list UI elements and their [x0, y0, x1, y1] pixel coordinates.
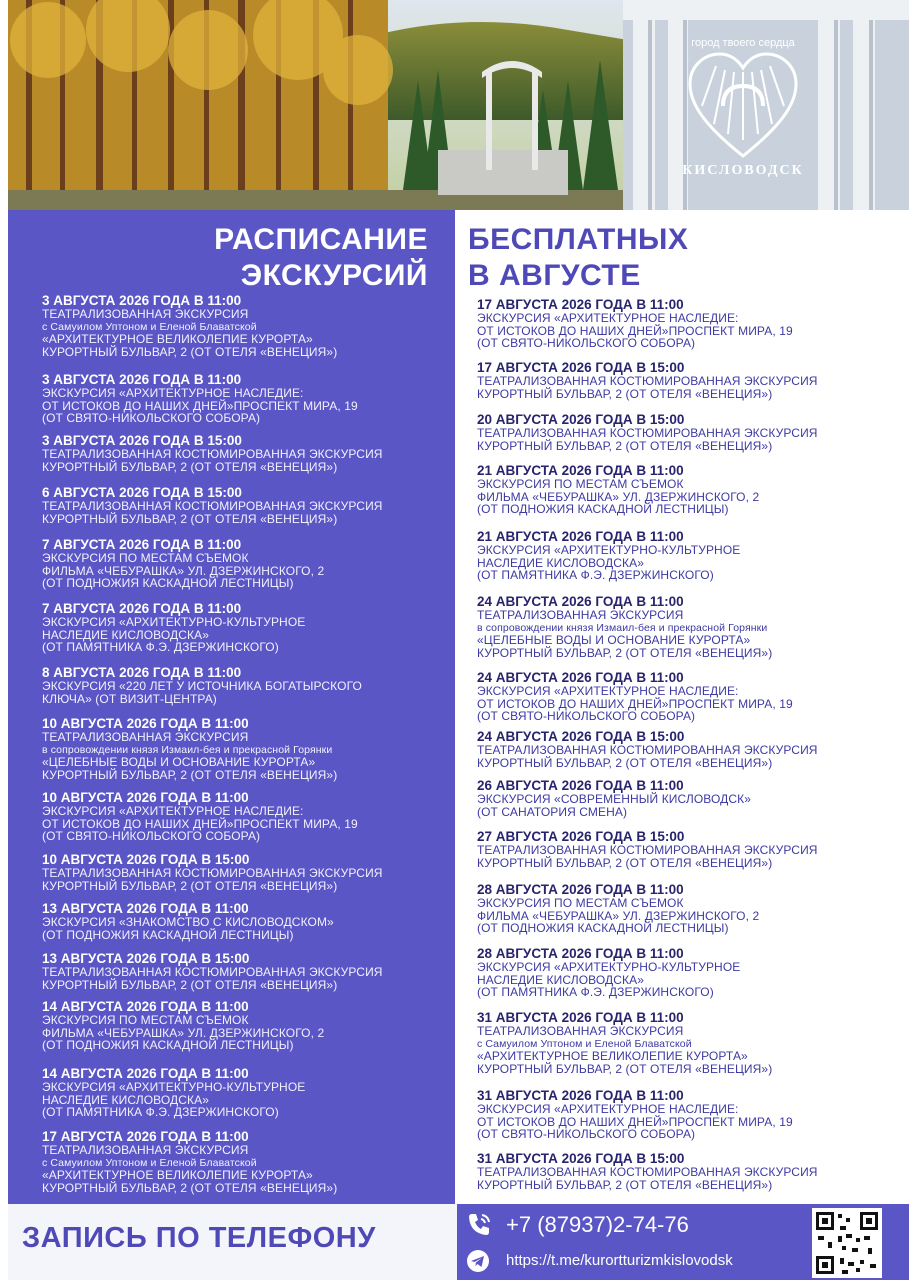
event-line: «АРХИТЕКТУРНОЕ ВЕЛИКОЛЕПИЕ КУРОРТА»	[477, 1049, 748, 1064]
event-date: 17 АВГУСТА 2026 ГОДА В 11:00	[477, 297, 684, 312]
event-line: КУРОРТНЫЙ БУЛЬВАР, 2 (ОТ ОТЕЛЯ «ВЕНЕЦИЯ»)	[477, 1177, 773, 1192]
event-line: КЛЮЧА» (ОТ ВИЗИТ-ЦЕНТРА)	[42, 691, 217, 706]
title-right	[468, 222, 768, 294]
event-line: (ОТ ПОДНОЖИЯ КАСКАДНОЙ ЛЕСТНИЦЫ)	[477, 921, 729, 936]
event-line: в сопровождении князя Измаил-бея и прекрасной Горянки	[477, 621, 768, 634]
title-right-line1: БЕСПЛАТНЫХ	[468, 223, 689, 256]
telegram-link[interactable]: https://t.me/kurortturizmkislovodsk	[506, 1252, 733, 1269]
event-item	[477, 529, 740, 582]
event-item	[42, 901, 334, 941]
event-item	[477, 729, 818, 769]
event-item	[42, 951, 383, 991]
event-line: ЭКСКУРСИЯ «АРХИТЕКТУРНОЕ НАСЛЕДИЕ:	[477, 311, 739, 325]
event-date: 20 АВГУСТА 2026 ГОДА В 15:00	[477, 412, 685, 427]
event-line: КУРОРТНЫЙ БУЛЬВАР, 2 (ОТ ОТЕЛЯ «ВЕНЕЦИЯ»)	[42, 1180, 338, 1195]
event-item	[477, 297, 793, 350]
event-date: 10 АВГУСТА 2026 ГОДА В 15:00	[42, 852, 250, 867]
event-line: ЭКСКУРСИЯ ПО МЕСТАМ СЪЕМОК	[477, 477, 684, 491]
event-line: ФИЛЬМА «ЧЕБУРАШКА» УЛ. ДЗЕРЖИНСКОГО, 2	[477, 489, 760, 504]
event-item	[42, 665, 362, 705]
event-line: ЭКСКУРСИЯ «АРХИТЕКТУРНОЕ НАСЛЕДИЕ:	[42, 804, 304, 818]
event-line: ТЕАТРАЛИЗОВАННАЯ ЭКСКУРСИЯ	[477, 1024, 684, 1038]
event-item	[42, 537, 324, 590]
event-line: ЭКСКУРСИЯ ПО МЕСТАМ СЪЕМОК	[42, 1013, 249, 1027]
event-line: КУРОРТНЫЙ БУЛЬВАР, 2 (ОТ ОТЕЛЯ «ВЕНЕЦИЯ»)	[477, 855, 773, 870]
event-line: ТЕАТРАЛИЗОВАННАЯ КОСТЮМИРОВАННАЯ ЭКСКУРСИЯ	[477, 426, 818, 440]
event-date: 31 АВГУСТА 2026 ГОДА В 15:00	[477, 1151, 685, 1166]
event-line: КУРОРТНЫЙ БУЛЬВАР, 2 (ОТ ОТЕЛЯ «ВЕНЕЦИЯ»)	[477, 755, 773, 770]
event-item	[477, 829, 818, 869]
event-line: ФИЛЬМА «ЧЕБУРАШКА» УЛ. ДЗЕРЖИНСКОГО, 2	[42, 1025, 325, 1040]
event-item	[477, 412, 818, 452]
event-line: «АРХИТЕКТУРНОЕ ВЕЛИКОЛЕПИЕ КУРОРТА»	[42, 1168, 313, 1183]
event-line: ФИЛЬМА «ЧЕБУРАШКА» УЛ. ДЗЕРЖИНСКОГО, 2	[42, 563, 325, 578]
event-line: с Самуилом Уптоном и Еленой Блаватской	[42, 1156, 257, 1169]
event-date: 7 АВГУСТА 2026 ГОДА В 11:00	[42, 537, 242, 552]
event-line: (ОТ ПОДНОЖИЯ КАСКАДНОЙ ЛЕСТНИЦЫ)	[42, 927, 294, 942]
event-line: ОТ ИСТОКОВ ДО НАШИХ ДНЕЙ»ПРОСПЕКТ МИРА, 19	[477, 696, 793, 711]
left-schedule-panel	[8, 210, 455, 1204]
event-item	[477, 1088, 793, 1141]
event-date: 7 АВГУСТА 2026 ГОДА В 11:00	[42, 601, 242, 616]
event-item	[477, 670, 793, 723]
event-date: 26 АВГУСТА 2026 ГОДА В 11:00	[477, 778, 684, 793]
event-line: КУРОРТНЫЙ БУЛЬВАР, 2 (ОТ ОТЕЛЯ «ВЕНЕЦИЯ»)	[42, 767, 338, 782]
event-line: ЭКСКУРСИЯ «АРХИТЕКТУРНО-КУЛЬТУРНОЕ	[42, 615, 306, 629]
event-line: ЭКСКУРСИЯ «220 ЛЕТ У ИСТОЧНИКА БОГАТЫРСКОГО	[42, 679, 362, 693]
event-date: 24 АВГУСТА 2026 ГОДА В 11:00	[477, 670, 684, 685]
event-line: НАСЛЕДИЕ КИСЛОВОДСКА»	[477, 555, 644, 570]
event-date: 21 АВГУСТА 2026 ГОДА В 11:00	[477, 463, 684, 478]
title-left-line1: РАСПИСАНИЕ	[214, 223, 428, 256]
event-date: 21 АВГУСТА 2026 ГОДА В 11:00	[477, 529, 684, 544]
event-line: ОТ ИСТОКОВ ДО НАШИХ ДНЕЙ»ПРОСПЕКТ МИРА, 19	[477, 323, 793, 338]
event-line: КУРОРТНЫЙ БУЛЬВАР, 2 (ОТ ОТЕЛЯ «ВЕНЕЦИЯ»)	[477, 1061, 773, 1076]
event-date: 3 АВГУСТА 2026 ГОДА В 11:00	[42, 372, 242, 387]
event-line: КУРОРТНЫЙ БУЛЬВАР, 2 (ОТ ОТЕЛЯ «ВЕНЕЦИЯ»)	[42, 977, 338, 992]
event-line: ТЕАТРАЛИЗОВАННАЯ КОСТЮМИРОВАННАЯ ЭКСКУРСИЯ	[42, 447, 383, 461]
event-date: 8 АВГУСТА 2026 ГОДА В 11:00	[42, 665, 242, 680]
event-item	[477, 463, 759, 516]
event-line: КУРОРТНЫЙ БУЛЬВАР, 2 (ОТ ОТЕЛЯ «ВЕНЕЦИЯ»)	[477, 438, 773, 453]
event-line: (ОТ СВЯТО-НИКОЛЬСКОГО СОБОРА)	[42, 411, 261, 426]
event-line: ТЕАТРАЛИЗОВАННАЯ КОСТЮМИРОВАННАЯ ЭКСКУРСИЯ	[477, 1165, 818, 1179]
event-line: ТЕАТРАЛИЗОВАННАЯ ЭКСКУРСИЯ	[42, 730, 249, 744]
event-date: 14 АВГУСТА 2026 ГОДА В 11:00	[42, 999, 249, 1014]
event-line: «АРХИТЕКТУРНОЕ ВЕЛИКОЛЕПИЕ КУРОРТА»	[42, 332, 313, 347]
event-date: 31 АВГУСТА 2026 ГОДА В 11:00	[477, 1010, 684, 1025]
event-line: с Самуилом Уптоном и Еленой Блаватской	[42, 320, 257, 333]
phone-icon	[466, 1211, 492, 1237]
event-line: ЭКСКУРСИЯ «АРХИТЕКТУРНО-КУЛЬТУРНОЕ	[477, 960, 741, 974]
event-item	[42, 601, 305, 654]
event-line: (ОТ САНАТОРИЯ СМЕНА)	[477, 804, 628, 819]
event-date: 24 АВГУСТА 2026 ГОДА В 11:00	[477, 594, 684, 609]
event-line: ЭКСКУРСИЯ «АРХИТЕКТУРНОЕ НАСЛЕДИЕ:	[42, 386, 304, 400]
event-date: 13 АВГУСТА 2026 ГОДА В 11:00	[42, 901, 249, 916]
event-line: «ЦЕЛЕБНЫЕ ВОДЫ И ОСНОВАНИЕ КУРОРТА»	[42, 755, 316, 770]
event-item	[42, 372, 358, 425]
logo-city: КИСЛОВОДСК	[682, 163, 804, 178]
event-line: ТЕАТРАЛИЗОВАННАЯ ЭКСКУРСИЯ	[42, 1143, 249, 1157]
event-line: (ОТ ПОДНОЖИЯ КАСКАДНОЙ ЛЕСТНИЦЫ)	[42, 1038, 294, 1053]
event-date: 3 АВГУСТА 2026 ГОДА В 15:00	[42, 433, 242, 448]
event-line: ОТ ИСТОКОВ ДО НАШИХ ДНЕЙ»ПРОСПЕКТ МИРА, 19	[42, 398, 358, 413]
qr-code[interactable]	[812, 1208, 882, 1278]
event-line: (ОТ ПОДНОЖИЯ КАСКАДНОЙ ЛЕСТНИЦЫ)	[477, 502, 729, 517]
event-line: (ОТ ПАМЯТНИКА Ф.Э. ДЗЕРЖИНСКОГО)	[42, 640, 279, 655]
event-item	[42, 999, 324, 1052]
event-item	[477, 594, 772, 659]
qr-code-graphic	[812, 1208, 882, 1278]
event-item	[477, 778, 751, 818]
event-item	[42, 1129, 337, 1194]
title-right-line2: В АВГУСТЕ	[468, 259, 641, 292]
event-line: ТЕАТРАЛИЗОВАННАЯ КОСТЮМИРОВАННАЯ ЭКСКУРСИЯ	[477, 374, 818, 388]
signup-by-phone-heading: ЗАПИСЬ ПО ТЕЛЕФОНУ	[22, 1222, 376, 1254]
event-date: 6 АВГУСТА 2026 ГОДА В 15:00	[42, 485, 242, 500]
event-line: НАСЛЕДИЕ КИСЛОВОДСКА»	[42, 1092, 209, 1107]
event-line: ЭКСКУРСИЯ ПО МЕСТАМ СЪЕМОК	[477, 896, 684, 910]
event-line: (ОТ ПАМЯТНИКА Ф.Э. ДЗЕРЖИНСКОГО)	[477, 568, 714, 583]
event-line: ЭКСКУРСИЯ «АРХИТЕКТУРНОЕ НАСЛЕДИЕ:	[477, 684, 739, 698]
event-item	[42, 716, 337, 781]
event-line: (ОТ СВЯТО-НИКОЛЬСКОГО СОБОРА)	[42, 829, 261, 844]
event-date: 10 АВГУСТА 2026 ГОДА В 11:00	[42, 790, 249, 805]
logo-arc-text: город твоего сердца	[691, 37, 795, 49]
event-item	[42, 485, 383, 525]
event-date: 28 АВГУСТА 2026 ГОДА В 11:00	[477, 882, 684, 897]
event-item	[477, 1010, 772, 1075]
event-item	[477, 1151, 818, 1191]
event-line: (ОТ СВЯТО-НИКОЛЬСКОГО СОБОРА)	[477, 1127, 696, 1142]
event-line: (ОТ ПОДНОЖИЯ КАСКАДНОЙ ЛЕСТНИЦЫ)	[42, 576, 294, 591]
event-line: ТЕАТРАЛИЗОВАННАЯ КОСТЮМИРОВАННАЯ ЭКСКУРСИЯ	[477, 743, 818, 757]
event-date: 17 АВГУСТА 2026 ГОДА В 11:00	[42, 1129, 249, 1144]
event-item	[42, 293, 337, 358]
event-line: ТЕАТРАЛИЗОВАННАЯ КОСТЮМИРОВАННАЯ ЭКСКУРСИЯ	[42, 965, 383, 979]
event-line: ФИЛЬМА «ЧЕБУРАШКА» УЛ. ДЗЕРЖИНСКОГО, 2	[477, 908, 760, 923]
event-date: 3 АВГУСТА 2026 ГОДА В 11:00	[42, 293, 242, 308]
event-line: КУРОРТНЫЙ БУЛЬВАР, 2 (ОТ ОТЕЛЯ «ВЕНЕЦИЯ»)	[477, 645, 773, 660]
event-line: ТЕАТРАЛИЗОВАННАЯ ЭКСКУРСИЯ	[477, 608, 684, 622]
event-line: КУРОРТНЫЙ БУЛЬВАР, 2 (ОТ ОТЕЛЯ «ВЕНЕЦИЯ»)	[42, 511, 338, 526]
event-date: 31 АВГУСТА 2026 ГОДА В 11:00	[477, 1088, 684, 1103]
event-line: ЭКСКУРСИЯ «СОВРЕМЕННЫЙ КИСЛОВОДСК»	[477, 792, 752, 806]
event-line: в сопровождении князя Измаил-бея и прекрасной Горянки	[42, 743, 333, 756]
event-item	[42, 790, 358, 843]
event-line: КУРОРТНЫЙ БУЛЬВАР, 2 (ОТ ОТЕЛЯ «ВЕНЕЦИЯ»)	[42, 878, 338, 893]
event-line: ЭКСКУРСИЯ «ЗНАКОМСТВО С КИСЛОВОДСКОМ»	[42, 915, 334, 929]
event-line: ОТ ИСТОКОВ ДО НАШИХ ДНЕЙ»ПРОСПЕКТ МИРА, 19	[42, 816, 358, 831]
event-item	[42, 433, 383, 473]
event-line: НАСЛЕДИЕ КИСЛОВОДСКА»	[42, 627, 209, 642]
event-date: 27 АВГУСТА 2026 ГОДА В 15:00	[477, 829, 685, 844]
telegram-icon	[466, 1249, 490, 1273]
event-line: ТЕАТРАЛИЗОВАННАЯ ЭКСКУРСИЯ	[42, 307, 249, 321]
event-line: КУРОРТНЫЙ БУЛЬВАР, 2 (ОТ ОТЕЛЯ «ВЕНЕЦИЯ»)	[42, 344, 338, 359]
event-date: 24 АВГУСТА 2026 ГОДА В 15:00	[477, 729, 685, 744]
event-date: 13 АВГУСТА 2026 ГОДА В 15:00	[42, 951, 250, 966]
title-left	[188, 222, 428, 294]
event-date: 10 АВГУСТА 2026 ГОДА В 11:00	[42, 716, 249, 731]
event-date: 28 АВГУСТА 2026 ГОДА В 11:00	[477, 946, 684, 961]
event-date: 17 АВГУСТА 2026 ГОДА В 15:00	[477, 360, 685, 375]
event-line: (ОТ СВЯТО-НИКОЛЬСКОГО СОБОРА)	[477, 336, 696, 351]
event-line: ЭКСКУРСИЯ ПО МЕСТАМ СЪЕМОК	[42, 551, 249, 565]
event-line: «ЦЕЛЕБНЫЕ ВОДЫ И ОСНОВАНИЕ КУРОРТА»	[477, 633, 751, 648]
event-line: НАСЛЕДИЕ КИСЛОВОДСКА»	[477, 972, 644, 987]
event-item	[477, 360, 818, 400]
event-line: ТЕАТРАЛИЗОВАННАЯ КОСТЮМИРОВАННАЯ ЭКСКУРСИЯ	[42, 866, 383, 880]
event-line: (ОТ ПАМЯТНИКА Ф.Э. ДЗЕРЖИНСКОГО)	[42, 1105, 279, 1120]
kislovodsk-logo	[668, 28, 818, 178]
title-left-line2: ЭКСКУРСИЙ	[240, 259, 428, 292]
event-line: (ОТ СВЯТО-НИКОЛЬСКОГО СОБОРА)	[477, 709, 696, 724]
event-item	[42, 1066, 305, 1119]
event-line: КУРОРТНЫЙ БУЛЬВАР, 2 (ОТ ОТЕЛЯ «ВЕНЕЦИЯ»)	[42, 459, 338, 474]
event-date: 14 АВГУСТА 2026 ГОДА В 11:00	[42, 1066, 249, 1081]
event-line: ЭКСКУРСИЯ «АРХИТЕКТУРНО-КУЛЬТУРНОЕ	[42, 1080, 306, 1094]
event-line: ЭКСКУРСИЯ «АРХИТЕКТУРНО-КУЛЬТУРНОЕ	[477, 543, 741, 557]
event-line: ТЕАТРАЛИЗОВАННАЯ КОСТЮМИРОВАННАЯ ЭКСКУРСИЯ	[477, 843, 818, 857]
event-line: с Самуилом Уптоном и Еленой Блаватской	[477, 1037, 692, 1050]
event-item	[42, 852, 383, 892]
event-line: (ОТ ПАМЯТНИКА Ф.Э. ДЗЕРЖИНСКОГО)	[477, 985, 714, 1000]
event-line: ТЕАТРАЛИЗОВАННАЯ КОСТЮМИРОВАННАЯ ЭКСКУРСИЯ	[42, 499, 383, 513]
event-line: КУРОРТНЫЙ БУЛЬВАР, 2 (ОТ ОТЕЛЯ «ВЕНЕЦИЯ»)	[477, 386, 773, 401]
event-item	[477, 882, 759, 935]
event-line: ЭКСКУРСИЯ «АРХИТЕКТУРНОЕ НАСЛЕДИЕ:	[477, 1102, 739, 1116]
event-item	[477, 946, 740, 999]
phone-number-link[interactable]: +7 (87937)2-74-76	[506, 1212, 689, 1237]
event-line: ОТ ИСТОКОВ ДО НАШИХ ДНЕЙ»ПРОСПЕКТ МИРА, 19	[477, 1114, 793, 1129]
